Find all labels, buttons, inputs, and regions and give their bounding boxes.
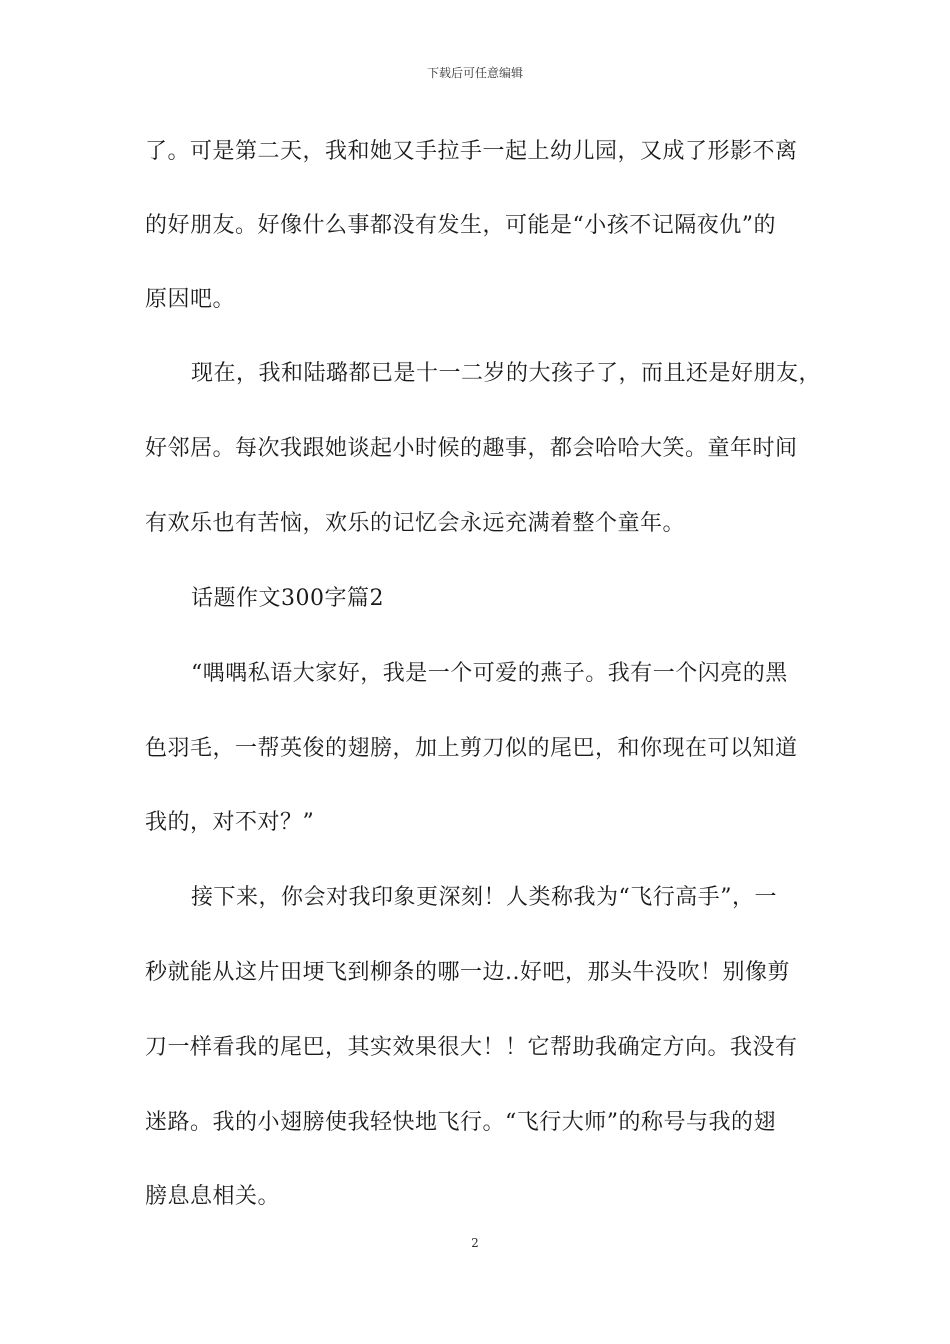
body-text-line: 现在，我和陆璐都已是十一二岁的大孩子了，而且还是好朋友，: [191, 361, 822, 386]
page-header: 下载后可任意编辑: [426, 66, 523, 80]
body-text-line: 膀息息相关。: [145, 1184, 281, 1209]
body-text-line: 接下来，你会对我印象更深刻！人类称我为“飞行高手”，一: [191, 885, 777, 910]
body-text-line: 色羽毛，一帮英俊的翅膀，加上剪刀似的尾巴，和你现在可以知道: [145, 736, 798, 761]
body-text-line: 的好朋友。好像什么事都没有发生，可能是“小孩不记隔夜仇”的: [145, 213, 776, 238]
body-text-line: 有欢乐也有苦恼，欢乐的记忆会永远充满着整个童年。: [145, 511, 686, 536]
page-number: 2: [471, 1236, 479, 1250]
body-text-line: 刀一样看我的尾巴，其实效果很大！！它帮助我确定方向。我没有: [145, 1035, 798, 1060]
body-text-line: 迷路。我的小翅膀使我轻快地飞行。“飞行大师”的称号与我的翅: [145, 1110, 776, 1135]
body-text-line: 原因吧。: [145, 287, 236, 312]
body-text-line: 好邻居。每次我跟她谈起小时候的趣事，都会哈哈大笑。童年时间: [145, 436, 798, 461]
body-text-line: 我的，对不对？”: [145, 810, 315, 835]
body-text-line: “喁喁私语大家好，我是一个可爱的燕子。我有一个闪亮的黑: [191, 661, 788, 686]
section-heading: 话题作文300字篇2: [191, 586, 384, 611]
body-text-line: 了。可是第二天，我和她又手拉手一起上幼儿园，又成了形影不离: [145, 139, 798, 164]
body-text-line: 秒就能从这片田埂飞到柳条的哪一边..好吧，那头牛没吹！别像剪: [145, 960, 790, 985]
